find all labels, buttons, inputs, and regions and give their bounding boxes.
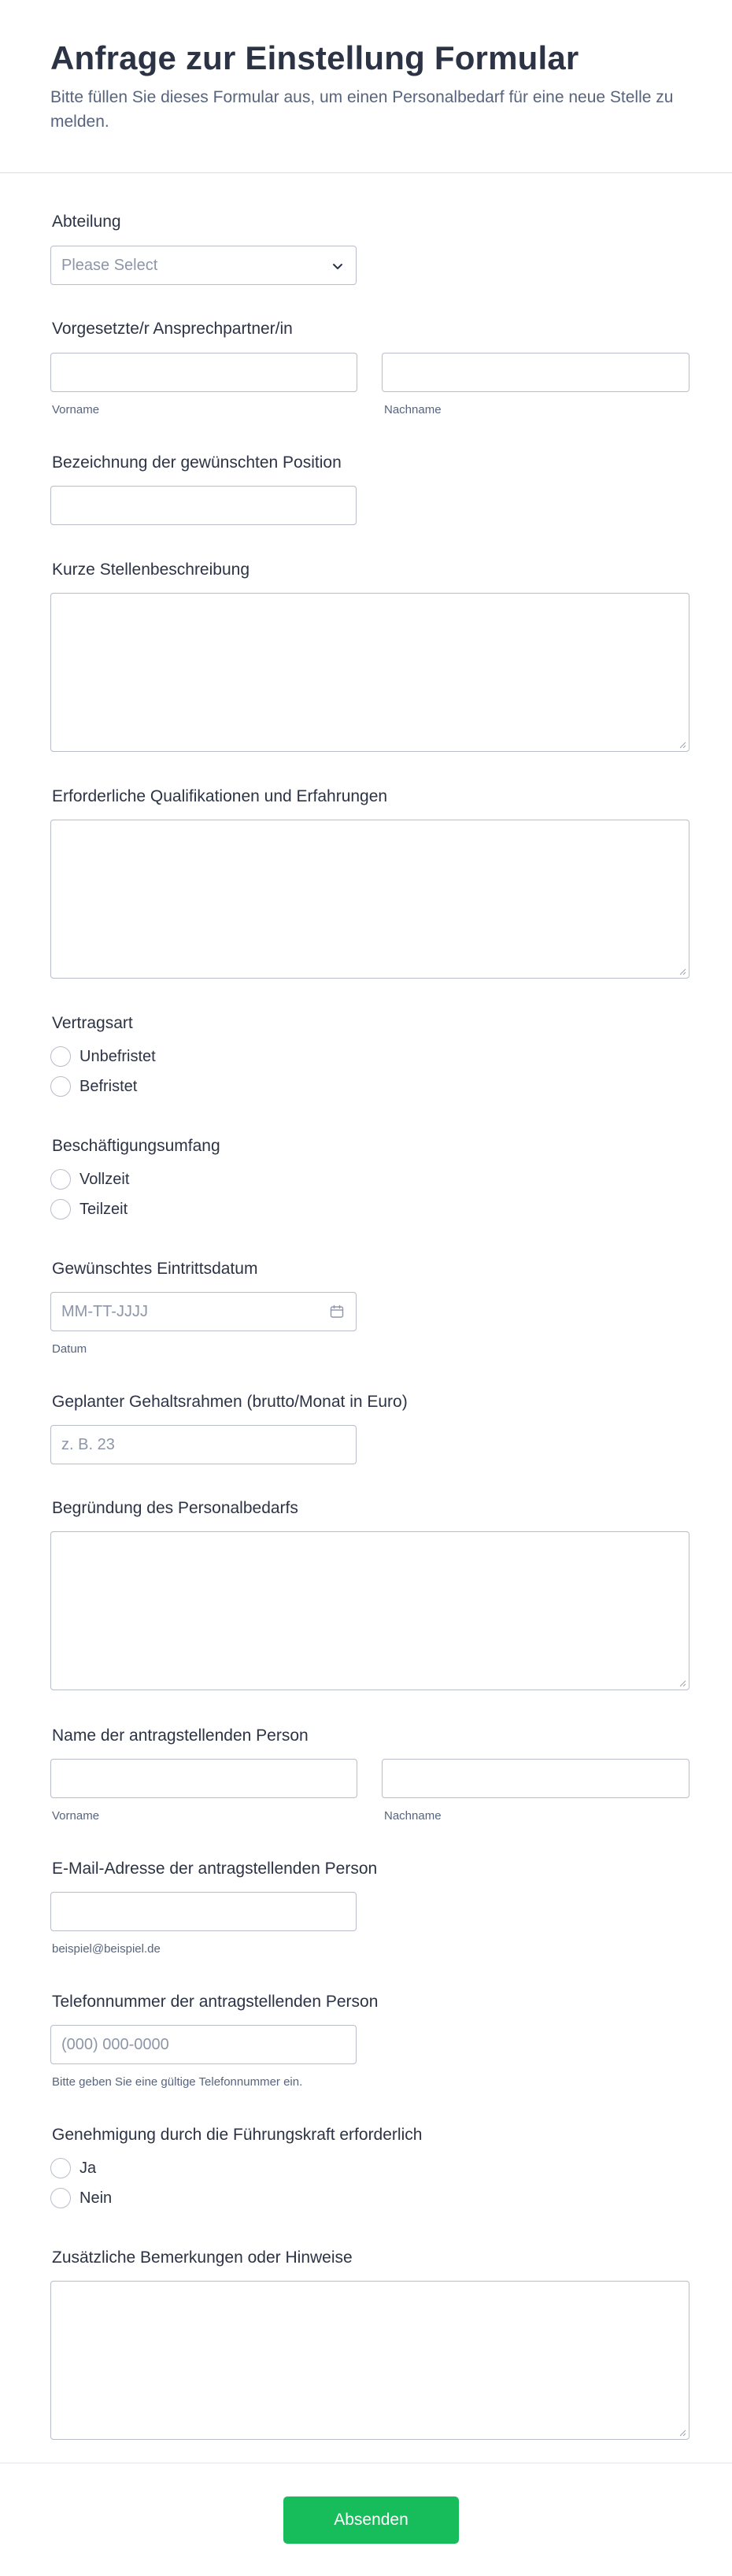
email-input[interactable]	[50, 1892, 357, 1931]
radio-label: Unbefristet	[79, 1048, 156, 1065]
position-input[interactable]	[50, 486, 357, 525]
gehalt-label: Geplanter Gehaltsrahmen (brutto/Monat in Euro)	[52, 1393, 408, 1411]
radio-button[interactable]	[50, 1199, 71, 1220]
eintritt-label: Gewünschtes Eintrittsdatum	[52, 1260, 258, 1278]
antragsteller-nachname-sublabel: Nachname	[384, 1809, 442, 1823]
position-label: Bezeichnung der gewünschten Position	[52, 453, 342, 472]
radio-button[interactable]	[50, 1169, 71, 1190]
vorgesetzte-vorname-input[interactable]	[50, 353, 357, 392]
telefon-sublabel: Bitte geben Sie eine gültige Telefonnummer ein.	[52, 2075, 303, 2089]
telefon-placeholder: (000) 000-0000	[61, 2036, 169, 2053]
calendar-icon[interactable]	[329, 1304, 345, 1319]
radio-label: Teilzeit	[79, 1201, 128, 1218]
email-label: E-Mail-Adresse der antragstellenden Person	[52, 1860, 378, 1878]
telefon-label: Telefonnummer der antragstellenden Person	[52, 1993, 379, 2011]
beschreibung-label: Kurze Stellenbeschreibung	[52, 561, 250, 579]
radio-label: Vollzeit	[79, 1171, 130, 1188]
resize-handle-icon[interactable]	[678, 741, 686, 749]
vertragsart-label: Vertragsart	[52, 1014, 133, 1032]
vorgesetzte-vorname-sublabel: Vorname	[52, 403, 100, 416]
antragsteller-vorname-input[interactable]	[50, 1759, 357, 1798]
radio-button[interactable]	[50, 2158, 71, 2178]
umfang-label: Beschäftigungsumfang	[52, 1137, 220, 1155]
abteilung-select-value: Please Select	[61, 257, 158, 274]
qualifikationen-label: Erforderliche Qualifikationen und Erfahrungen	[52, 787, 388, 805]
qualifikationen-textarea[interactable]	[50, 820, 689, 979]
telefon-input[interactable]	[50, 2025, 357, 2064]
bemerkungen-textarea[interactable]	[50, 2281, 689, 2440]
form-subtitle: Bitte füllen Sie dieses Formular aus, um einen Personalbedarf für eine neue Stelle zu melden.	[50, 88, 674, 131]
eintritt-date-placeholder: MM-TT-JJJJ	[61, 1303, 148, 1320]
form-title: Anfrage zur Einstellung Formular	[50, 39, 579, 76]
eintritt-date-input[interactable]	[50, 1292, 357, 1331]
begruendung-textarea[interactable]	[50, 1531, 689, 1690]
vorgesetzte-nachname-input[interactable]	[382, 353, 689, 392]
gehalt-input[interactable]	[50, 1425, 357, 1464]
email-sublabel: beispiel@beispiel.de	[52, 1942, 161, 1956]
gehalt-placeholder: z. B. 23	[61, 1436, 115, 1453]
radio-button[interactable]	[50, 2188, 71, 2208]
chevron-down-icon	[331, 259, 345, 273]
radio-label: Ja	[79, 2160, 97, 2177]
radio-button[interactable]	[50, 1046, 71, 1067]
begruendung-label: Begründung des Personalbedarfs	[52, 1499, 298, 1517]
eintritt-sublabel: Datum	[52, 1342, 87, 1356]
form-header	[0, 0, 732, 173]
form-footer	[0, 2463, 732, 2576]
resize-handle-icon[interactable]	[678, 1679, 686, 1687]
abteilung-label: Abteilung	[52, 213, 121, 231]
abteilung-select[interactable]	[50, 246, 357, 285]
resize-handle-icon[interactable]	[678, 968, 686, 975]
radio-label: Nein	[79, 2189, 113, 2207]
radio-button[interactable]	[50, 1076, 71, 1097]
bemerkungen-label: Zusätzliche Bemerkungen oder Hinweise	[52, 2248, 353, 2267]
antragsteller-nachname-input[interactable]	[382, 1759, 689, 1798]
genehmigung-label: Genehmigung durch die Führungskraft erforderlich	[52, 2126, 423, 2144]
antragsteller-label: Name der antragstellenden Person	[52, 1727, 309, 1745]
vorgesetzte-label: Vorgesetzte/r Ansprechpartner/in	[52, 320, 293, 338]
antragsteller-vorname-sublabel: Vorname	[52, 1809, 100, 1823]
radio-label: Befristet	[79, 1078, 138, 1095]
resize-handle-icon[interactable]	[678, 2429, 686, 2437]
submit-button[interactable]: Absenden	[283, 2496, 459, 2544]
vorgesetzte-nachname-sublabel: Nachname	[384, 403, 442, 416]
beschreibung-textarea[interactable]	[50, 593, 689, 752]
